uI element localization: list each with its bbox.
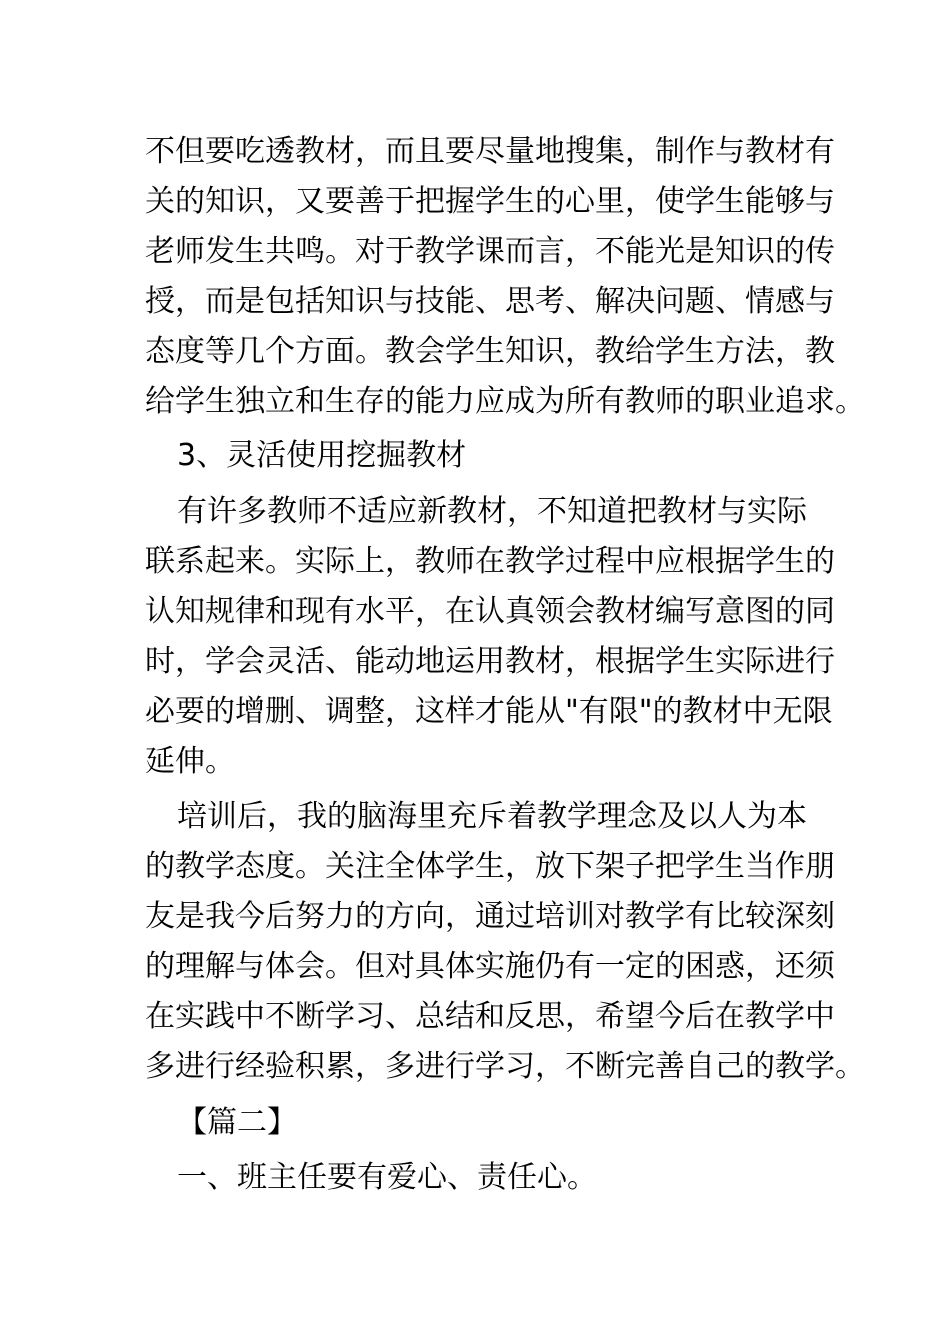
section-heading: 一、班主任要有爱心、责任心。: [177, 1160, 597, 1195]
paragraph-line: 认知规律和现有水平，在认真领会教材编写意图的同: [145, 594, 835, 629]
paragraph-line: 关的知识，又要善于把握学生的心里，使学生能够与: [145, 184, 835, 219]
paragraph-line: 延伸。: [145, 744, 235, 779]
paragraph-line: 多进行经验积累，多进行学习，不断完善自己的教学。: [145, 1049, 865, 1084]
paragraph-line: 培训后，我的脑海里充斥着教学理念及以人为本: [177, 799, 807, 834]
paragraph-line: 的理解与体会。但对具体实施仍有一定的困惑，还须: [145, 949, 835, 984]
paragraph-line: 不但要吃透教材，而且要尽量地搜集，制作与教材有: [145, 134, 835, 169]
paragraph-line: 有许多教师不适应新教材，不知道把教材与实际: [177, 494, 807, 529]
paragraph-line: 友是我今后努力的方向，通过培训对教学有比较深刻: [145, 899, 835, 934]
paragraph-line: 授，而是包括知识与技能、思考、解决问题、情感与: [145, 284, 835, 319]
paragraph-line: 时，学会灵活、能动地运用教材，根据学生实际进行: [145, 644, 835, 679]
paragraph-line: 的教学态度。关注全体学生，放下架子把学生当作朋: [145, 849, 835, 884]
paragraph-line: 联系起来。实际上，教师在教学过程中应根据学生的: [145, 544, 835, 579]
paragraph-line: 必要的增删、调整，这样才能从"有限"的教材中无限: [145, 694, 833, 729]
chapter-heading: 【篇二】: [177, 1105, 297, 1140]
section-heading: 3、灵活使用挖掘教材: [177, 438, 467, 473]
paragraph-line: 老师发生共鸣。对于教学课而言，不能光是知识的传: [145, 234, 835, 269]
paragraph-line: 态度等几个方面。教会学生知识，教给学生方法，教: [145, 334, 835, 369]
paragraph-line: 给学生独立和生存的能力应成为所有教师的职业追求。: [145, 384, 865, 419]
paragraph-line: 在实践中不断学习、总结和反思，希望今后在教学中: [145, 999, 835, 1034]
